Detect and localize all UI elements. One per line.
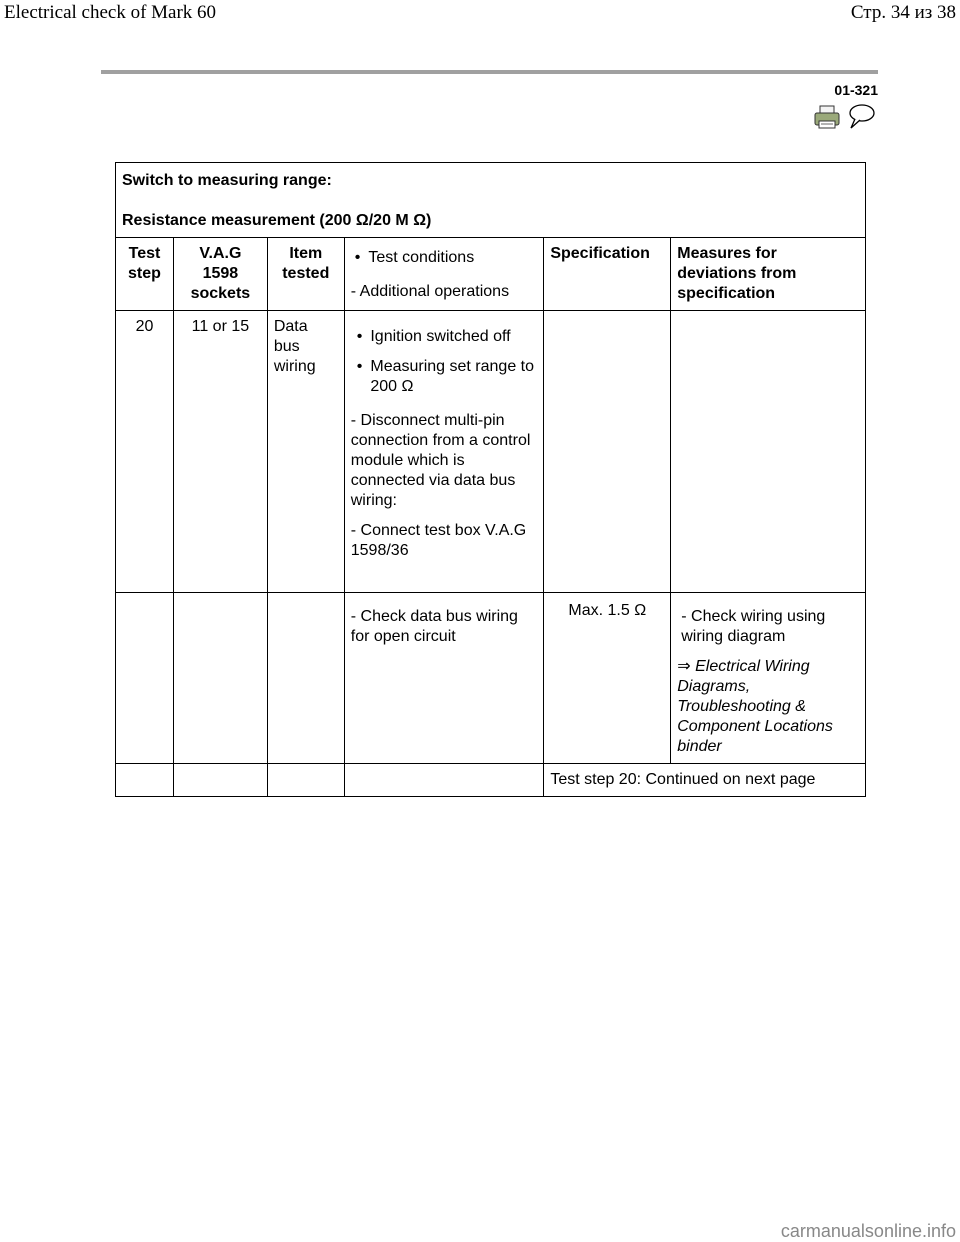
col-item-tested: Item tested	[267, 238, 344, 311]
page-indicator: Стр. 34 из 38	[850, 2, 956, 23]
bullet-icon: •	[356, 328, 363, 345]
printer-icon[interactable]	[814, 105, 840, 129]
operation-disconnect: - Disconnect multi-pin connection from a control module which is connected via data bus wiring:	[350, 412, 531, 509]
col-measures: Measures for deviations from specification	[671, 238, 866, 311]
step-number: 20	[116, 311, 174, 593]
continued-note: Test step 20: Continued on next page	[544, 764, 866, 797]
specification-value: Max. 1.5 Ω	[544, 593, 671, 764]
measuring-range-label: Switch to measuring range:	[122, 172, 332, 189]
col-specification: Specification	[544, 238, 671, 311]
specification-cell	[544, 311, 671, 593]
socket-numbers: 11 or 15	[173, 311, 267, 593]
additional-operations-label: - Additional operations	[350, 283, 510, 300]
empty-cell	[116, 593, 174, 764]
speech-bubble-icon[interactable]	[846, 102, 876, 130]
empty-cell	[173, 593, 267, 764]
empty-cell	[267, 593, 344, 764]
measuring-range-header	[116, 163, 866, 238]
measure-check-wiring: - Check wiring using wiring diagram	[681, 608, 826, 645]
document-title: Electrical check of Mark 60	[4, 2, 217, 23]
empty-cell	[344, 764, 544, 797]
resistance-range-label: Resistance measurement (200 Ω/20 M Ω)	[122, 212, 432, 229]
measures-value-cell	[671, 593, 866, 764]
header-rule	[101, 70, 878, 74]
operation-connect: - Connect test box V.A.G 1598/36	[350, 522, 527, 559]
page-code: 01-321	[834, 82, 878, 98]
col-vag-sockets: V.A.G 1598 sockets	[173, 238, 267, 311]
test-table	[115, 162, 866, 797]
condition-measuring-range: Measuring set range to 200 Ω	[370, 358, 535, 395]
bullet-icon: •	[354, 249, 361, 266]
watermark: carmanualsonline.info	[780, 1221, 956, 1241]
condition-ignition: Ignition switched off	[370, 328, 511, 345]
empty-cell	[173, 764, 267, 797]
test-conditions-label: Test conditions	[368, 249, 475, 266]
item-tested-value: Data bus wiring	[267, 311, 344, 593]
wiring-diagram-reference[interactable]: ⇒ Electrical Wiring Diagrams, Troubleshooting & Component Locations binder	[677, 658, 833, 755]
conditions-cell	[344, 311, 544, 593]
empty-cell	[116, 764, 174, 797]
bullet-icon: •	[356, 358, 363, 375]
operation-check-open-circuit: - Check data bus wiring for open circuit	[344, 593, 544, 764]
col-test-step: Test step	[116, 238, 174, 311]
col-test-conditions	[344, 238, 544, 311]
measures-cell	[671, 311, 866, 593]
empty-cell	[267, 764, 344, 797]
